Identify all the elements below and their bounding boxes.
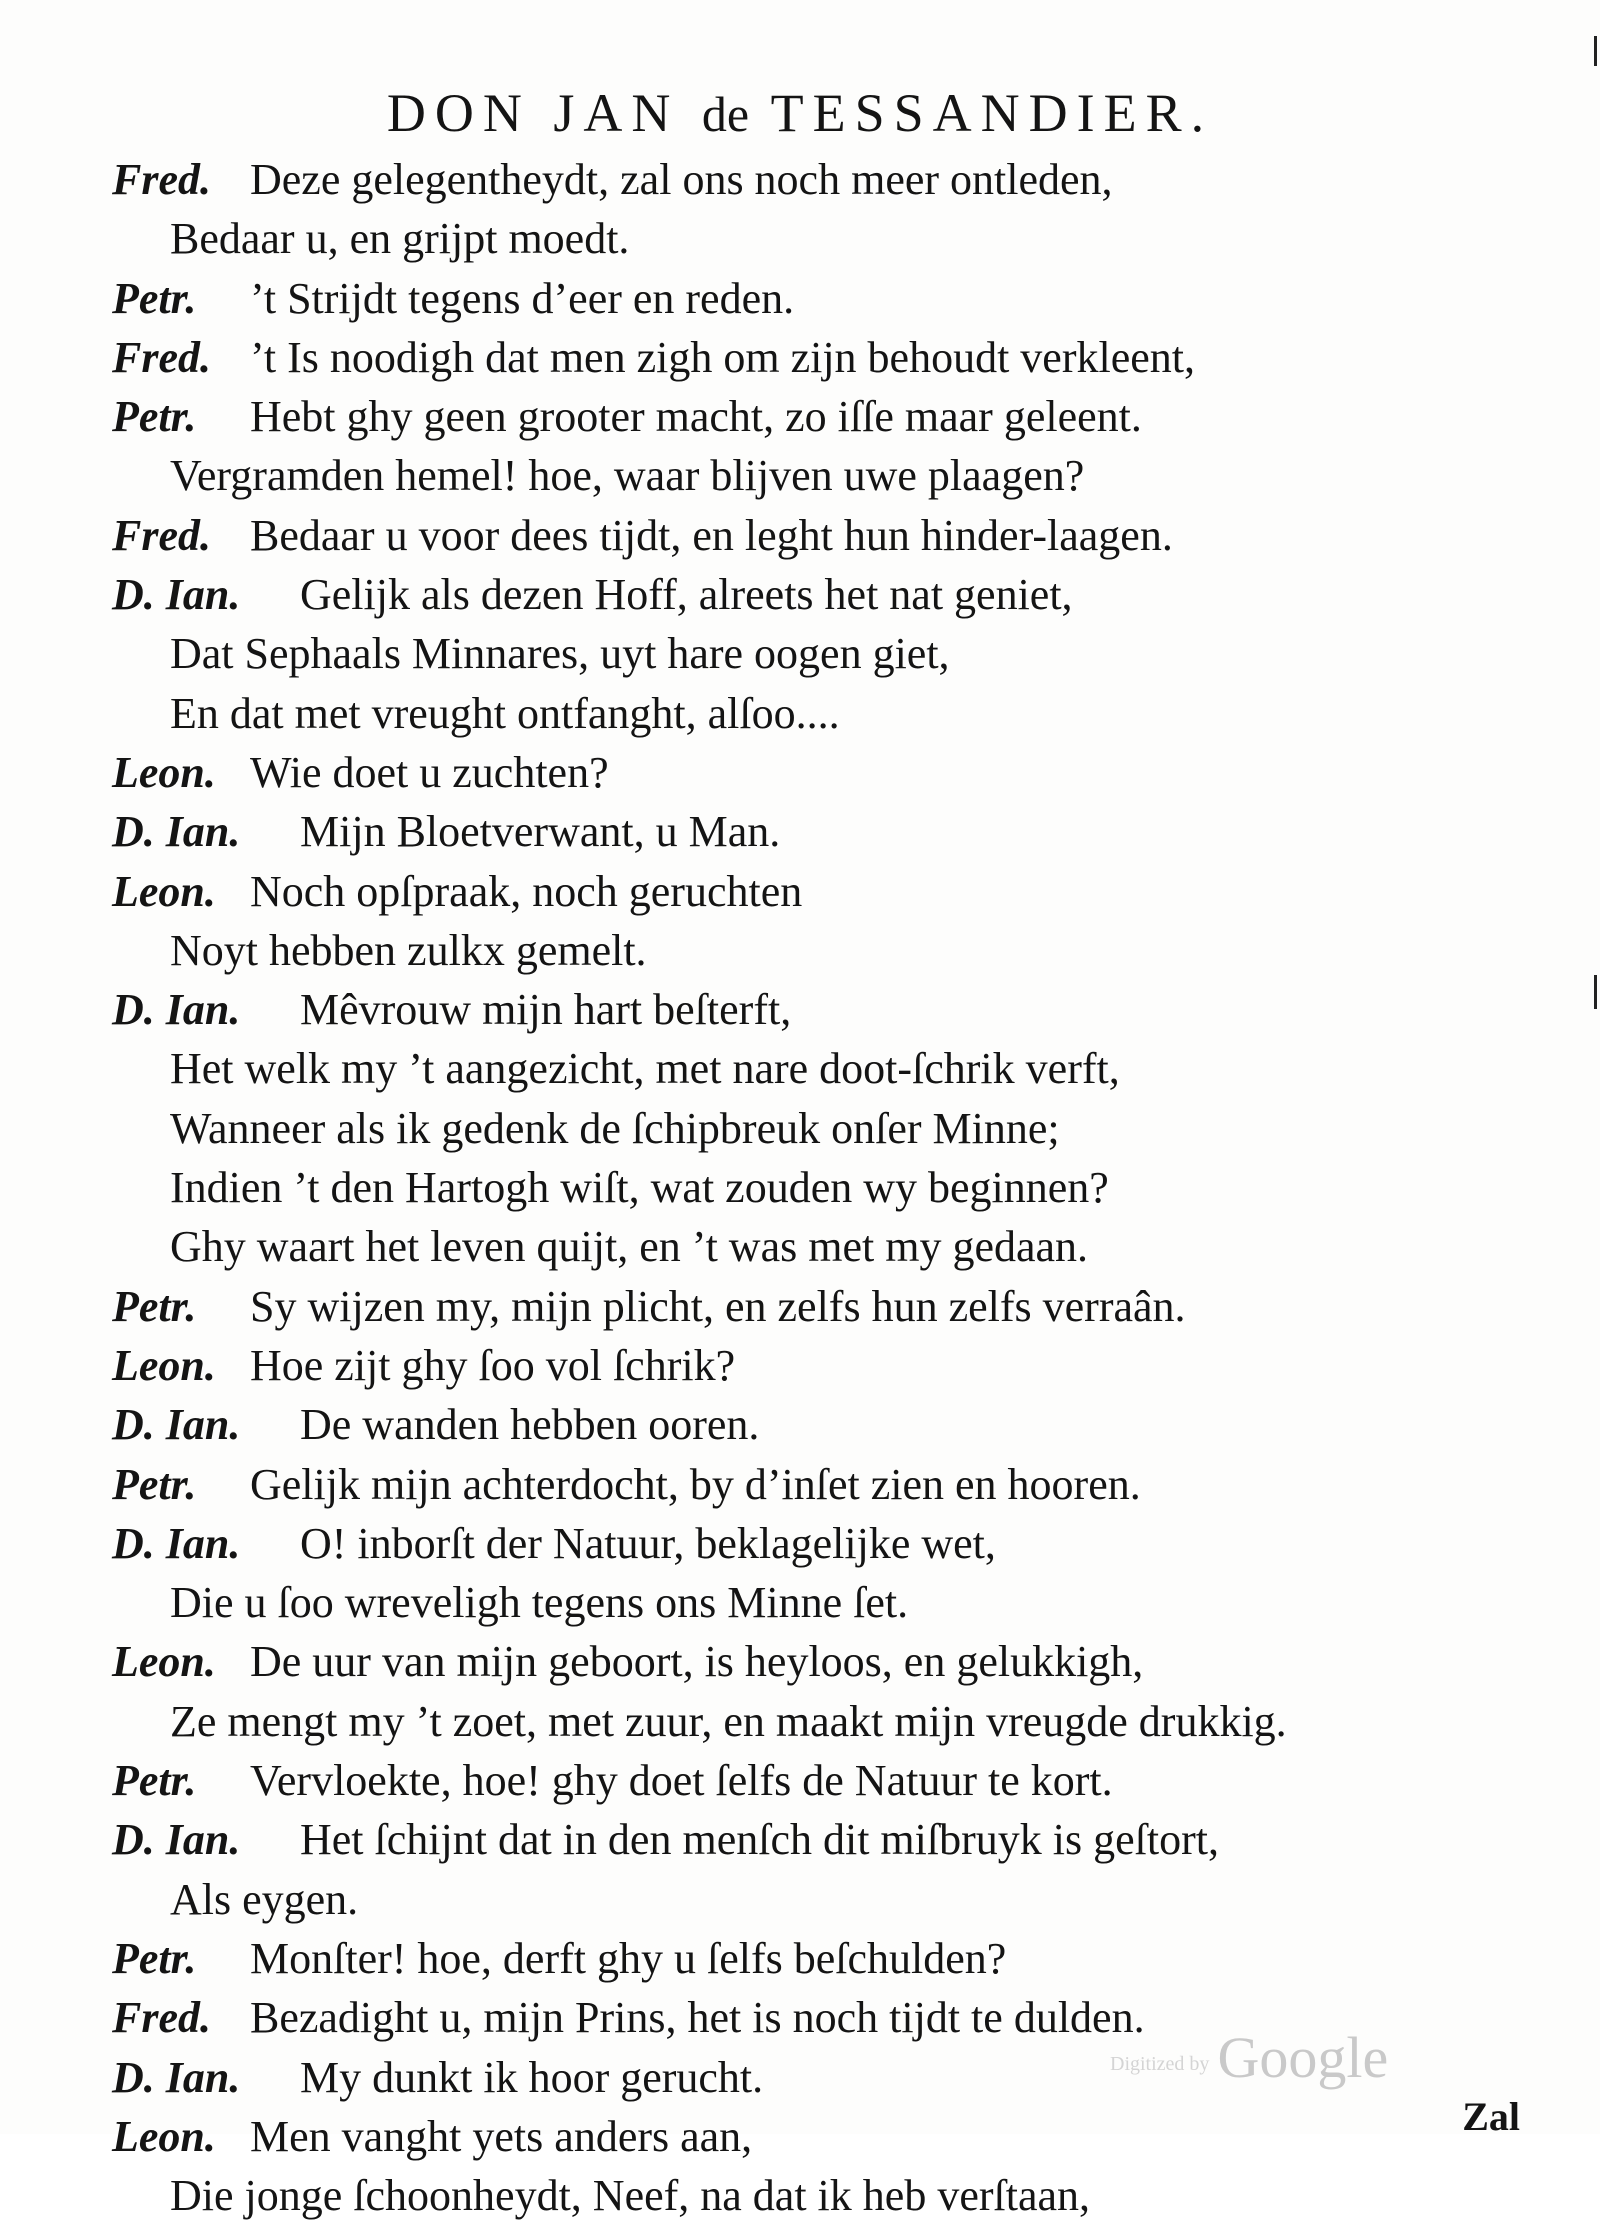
verse-line-text: Gelijk mijn achterdocht, by d’inſet zien en hooren. bbox=[250, 1459, 1141, 1509]
verse-line bbox=[0, 1217, 1600, 1276]
verse-line-text: Noyt hebben zulkx gemelt. bbox=[170, 925, 647, 975]
verse-line bbox=[0, 1514, 1600, 1573]
verse-line-text: Men vanght yets anders aan, bbox=[250, 2111, 753, 2161]
margin-mark-middle bbox=[1594, 975, 1597, 1009]
verse-line-text: Monſter! hoe, derft ghy u ſelfs beſchulden? bbox=[250, 1933, 1007, 1983]
verse-line-text: Het welk my ’t aangezicht, met nare doot-ſchrik verft, bbox=[170, 1044, 1120, 1094]
speaker-name: Fred. bbox=[112, 510, 211, 560]
speaker-name: Petr. bbox=[112, 392, 197, 442]
verse-line bbox=[0, 1039, 1600, 1098]
verse-line bbox=[0, 565, 1600, 624]
verse-line-text: ’t Strijdt tegens d’eer en reden. bbox=[250, 273, 795, 323]
speaker-name: Petr. bbox=[112, 273, 197, 323]
verse-line-text: Dat Sephaals Minnares, uyt hare oogen giet, bbox=[170, 629, 950, 679]
margin-mark-top bbox=[1594, 36, 1597, 66]
verse-line bbox=[0, 1810, 1600, 1869]
running-header bbox=[0, 78, 1600, 149]
speaker-name: D. Ian. bbox=[112, 985, 241, 1035]
verse-line bbox=[0, 1158, 1600, 1217]
verse-line-text: En dat met vreught ontfanght, alſoo.... bbox=[170, 688, 840, 738]
verse-line-text: Deze gelegentheydt, zal ons noch meer ontleden, bbox=[250, 155, 1113, 204]
speaker-name: Petr. bbox=[112, 1459, 197, 1509]
verse-line-text: Gelijk als dezen Hoff, alreets het nat geniet, bbox=[300, 570, 1073, 620]
verse-line bbox=[0, 1929, 1600, 1988]
verse-line bbox=[0, 684, 1600, 743]
verse-line bbox=[0, 1573, 1600, 1632]
speaker-name: D. Ian. bbox=[112, 570, 241, 620]
verse-line-text: Ze mengt my ’t zoet, met zuur, en maakt mijn vreugde drukkig. bbox=[170, 1696, 1287, 1746]
header-title-part3: TESSANDIER. bbox=[749, 83, 1214, 143]
verse-line-text: Als eygen. bbox=[170, 1874, 359, 1924]
verse-line-text: Wanneer als ik gedenk de ſchipbreuk onſer Minne; bbox=[170, 1103, 1060, 1153]
verse-line bbox=[0, 1632, 1600, 1691]
verse-line-text: ’t Is noodigh dat men zigh om zijn behoudt verkleent, bbox=[250, 332, 1195, 382]
verse-line-text: Hebt ghy geen grooter macht, zo iſſe maar geleent. bbox=[250, 392, 1142, 442]
verse-line bbox=[0, 2107, 1600, 2166]
verse-line bbox=[0, 1692, 1600, 1751]
header-title-part2: de bbox=[701, 86, 750, 142]
verse-line-text: Wie doet u zuchten? bbox=[250, 747, 609, 797]
speaker-name: Fred. bbox=[112, 1993, 211, 2043]
verse-line-text: My dunkt ik hoor gerucht. bbox=[300, 2052, 764, 2102]
verse-line-text: Vervloekte, hoe! ghy doet ſelfs de Natuur te kort. bbox=[250, 1756, 1113, 1806]
verse-line-text: Noch opſpraak, noch geruchten bbox=[250, 866, 803, 916]
verse-line bbox=[0, 1751, 1600, 1810]
watermark bbox=[1110, 2025, 1389, 2094]
verse-line bbox=[0, 2166, 1600, 2225]
verse-line bbox=[0, 1395, 1600, 1454]
verse-line-text: Het ſchijnt dat in den menſch dit miſbruyk is geſtort, bbox=[300, 1815, 1219, 1865]
verse-line-text: Hoe zijt ghy ſoo vol ſchrik? bbox=[250, 1340, 736, 1390]
verse-line bbox=[0, 1870, 1600, 1929]
verse-line bbox=[0, 269, 1600, 328]
verse-line-text: De uur van mijn geboort, is heyloos, en gelukkigh, bbox=[250, 1637, 1144, 1687]
verse-line bbox=[0, 1099, 1600, 1158]
verse-line bbox=[0, 980, 1600, 1039]
verse-line bbox=[0, 446, 1600, 505]
watermark-large-text: Google bbox=[1217, 2025, 1389, 2090]
verse-line bbox=[0, 328, 1600, 387]
verse-line bbox=[0, 1336, 1600, 1395]
speaker-name: D. Ian. bbox=[112, 1400, 241, 1450]
verse-line bbox=[0, 743, 1600, 802]
header-title-part1: DON JAN bbox=[386, 83, 702, 143]
speaker-name: Petr. bbox=[112, 1756, 197, 1806]
verse-line bbox=[0, 506, 1600, 565]
speaker-name: Fred. bbox=[112, 155, 211, 204]
verse-line bbox=[0, 1455, 1600, 1514]
verse-line-text: Ghy waart het leven quijt, en ’t was met my gedaan. bbox=[170, 1222, 1089, 1272]
speaker-name: Leon. bbox=[112, 747, 216, 797]
verse-line bbox=[0, 802, 1600, 861]
verse-line-text: Mêvrouw mijn hart beſterft, bbox=[300, 985, 792, 1035]
speaker-name: Leon. bbox=[112, 1637, 216, 1687]
verse-line bbox=[0, 624, 1600, 683]
watermark-small-text: Digitized by bbox=[1110, 2052, 1210, 2075]
verse-line-text: O! inborſt der Natuur, beklagelijke wet, bbox=[300, 1518, 996, 1568]
verse-line-text: De wanden hebben ooren. bbox=[300, 1400, 760, 1450]
verse-text bbox=[0, 150, 1600, 2225]
verse-line bbox=[0, 862, 1600, 921]
speaker-name: D. Ian. bbox=[112, 807, 241, 857]
verse-line-text: Die jonge ſchoonheydt, Neef, na dat ik heb verſtaan, bbox=[170, 2171, 1091, 2221]
speaker-name: Fred. bbox=[112, 332, 211, 382]
verse-line bbox=[0, 921, 1600, 980]
speaker-name: Leon. bbox=[112, 2111, 216, 2161]
verse-line-text: Bedaar u, en grijpt moedt. bbox=[170, 214, 630, 264]
speaker-name: Leon. bbox=[112, 866, 216, 916]
verse-line bbox=[0, 150, 1600, 209]
speaker-name: Leon. bbox=[112, 1340, 216, 1390]
verse-line-text: Bezadight u, mijn Prins, het is noch tijdt te dulden. bbox=[250, 1993, 1145, 2043]
verse-line-text: Die u ſoo wreveligh tegens ons Minne ſet. bbox=[170, 1578, 909, 1628]
speaker-name: D. Ian. bbox=[112, 1518, 241, 1568]
verse-line-text: Indien ’t den Hartogh wiſt, wat zouden wy beginnen? bbox=[170, 1163, 1109, 1213]
speaker-name: Petr. bbox=[112, 1933, 197, 1983]
verse-line-text: Mijn Bloetverwant, u Man. bbox=[300, 807, 781, 857]
catchword: Zal bbox=[1462, 2094, 1520, 2139]
speaker-name: Petr. bbox=[112, 1281, 197, 1331]
speaker-name: D. Ian. bbox=[112, 2052, 241, 2102]
verse-line-text: Bedaar u voor dees tijdt, en leght hun hinder-laagen. bbox=[250, 510, 1173, 560]
verse-line-text: Sy wijzen my, mijn plicht, en zelfs hun zelfs verraân. bbox=[250, 1281, 1186, 1331]
verse-line bbox=[0, 209, 1600, 268]
verse-line-text: Vergramden hemel! hoe, waar blijven uwe plaagen? bbox=[170, 451, 1085, 501]
verse-line bbox=[0, 387, 1600, 446]
speaker-name: D. Ian. bbox=[112, 1815, 241, 1865]
verse-line bbox=[0, 1277, 1600, 1336]
